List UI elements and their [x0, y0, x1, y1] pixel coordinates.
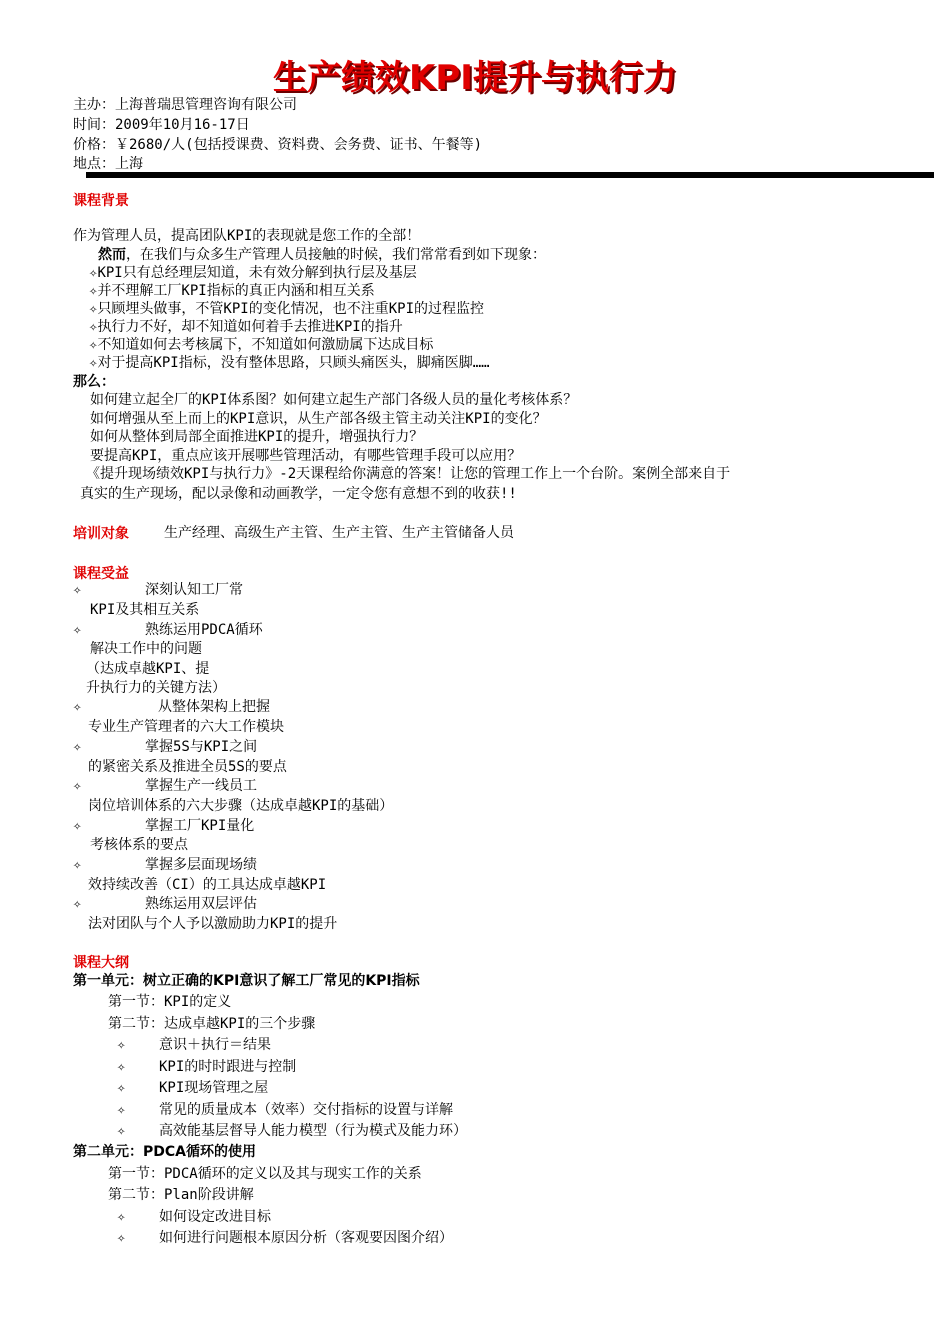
- diamond-bullet-icon: ✧: [73, 699, 82, 715]
- symptom-text: 执行力不好，却不知道如何着手去推进KPI的指升: [97, 319, 403, 335]
- benefit-cont: （达成卓越KPI、提: [86, 661, 210, 677]
- audience-text: 生产经理、高级生产主管、生产主管、生产主管储备人员: [164, 525, 514, 541]
- background-heading: 课程背景: [73, 193, 129, 209]
- diamond-bullet-icon: ✧: [73, 857, 82, 873]
- benefit-cont: 的紧密关系及推进全员5S的要点: [88, 759, 287, 775]
- benefit-cont: 效持续改善（CI）的工具达成卓越KPI: [88, 877, 327, 893]
- background-intro: 作为管理人员，提高团队KPI的表现就是您工作的全部！: [73, 228, 421, 244]
- unit2-section1: 第一节：PDCA循环的定义以及其与现实工作的关系: [108, 1166, 422, 1182]
- benefit-cont: 专业生产管理者的六大工作模块: [88, 719, 284, 735]
- diamond-bullet-icon: ✧: [117, 1209, 126, 1225]
- diamond-bullet-icon: ✧: [117, 1037, 126, 1053]
- diamond-bullet-icon: ✧: [89, 301, 98, 317]
- symptom-text: 并不理解工厂KPI指标的真正内涵和相互关系: [97, 283, 375, 299]
- diamond-bullet-icon: ✧: [117, 1230, 126, 1246]
- benefit-cont: 解决工作中的问题: [90, 641, 202, 657]
- diamond-bullet-icon: ✧: [73, 582, 82, 598]
- unit2-section2: 第二节：Plan阶段讲解: [108, 1187, 254, 1203]
- outline-heading: 课程大纲: [73, 955, 129, 971]
- closing-line-1: 《提升现场绩效KPI与执行力》-2天课程给你满意的答案！让您的管理工作上一个台阶。案例全部来自于: [86, 466, 731, 482]
- benefits-heading: 课程受益: [73, 566, 129, 582]
- outline-point: 如何设定改进目标: [159, 1209, 271, 1225]
- unit1-title: 第一单元：树立正确的KPI意识了解工厂常见的KPI指标: [73, 973, 420, 989]
- audience-heading: 培训对象: [73, 526, 129, 542]
- symptom-item: [89, 264, 417, 282]
- closing-line-2: 真实的生产现场，配以录像和动画教学，一定令您有意想不到的收获!!: [80, 486, 517, 502]
- host-line: 主办：上海普瑞思管理咨询有限公司: [73, 97, 297, 113]
- benefit-lead: 掌握5S与KPI之间: [145, 739, 258, 755]
- diamond-bullet-icon: ✧: [117, 1123, 126, 1139]
- question-item: 要提高KPI，重点应该开展哪些管理活动，有哪些管理手段可以应用？: [90, 448, 522, 464]
- page-title: 生产绩效KPI提升与执行力: [273, 58, 677, 98]
- symptom-text: 对于提高KPI指标，没有整体思路，只顾头痛医头，脚痛医脚……: [97, 355, 490, 371]
- benefit-cont: 岗位培训体系的六大步骤（达成卓越KPI的基础）: [88, 798, 394, 814]
- question-item: 如何建立起全厂的KPI体系图？如何建立起生产部门各级人员的量化考核体系？: [90, 392, 578, 408]
- symptom-item: [89, 336, 433, 354]
- question-item: 如何从整体到局部全面推进KPI的提升，增强执行力？: [90, 429, 424, 445]
- location-line: 地点：上海: [73, 156, 143, 172]
- outline-point: 高效能基层督导人能力模型（行为模式及能力环）: [159, 1123, 467, 1139]
- diamond-bullet-icon: ✧: [117, 1102, 126, 1118]
- symptom-text: 只顾埋头做事，不管KPI的变化情况，也不注重KPI的过程监控: [97, 301, 485, 317]
- outline-point: 如何进行问题根本原因分析（客观要因图介绍）: [159, 1230, 453, 1246]
- time-line: 时间：2009年10月16-17日: [73, 117, 250, 133]
- diamond-bullet-icon: ✧: [117, 1059, 126, 1075]
- diamond-bullet-icon: ✧: [73, 896, 82, 912]
- question-item: 如何增强从至上而上的KPI意识，从生产部各级主管主动关注KPI的变化？: [90, 411, 547, 427]
- diamond-bullet-icon: ✧: [89, 265, 98, 281]
- however-bold: 然而: [98, 247, 126, 263]
- benefit-lead: 熟练运用双层评估: [145, 896, 257, 912]
- diamond-bullet-icon: ✧: [73, 622, 82, 638]
- benefit-cont: 升执行力的关键方法）: [86, 680, 226, 696]
- diamond-bullet-icon: ✧: [73, 818, 82, 834]
- unit2-title: 第二单元：PDCA循环的使用: [73, 1144, 256, 1160]
- header-divider: [86, 172, 934, 178]
- symptom-item: [89, 354, 490, 372]
- benefit-cont: 考核体系的要点: [90, 837, 188, 853]
- benefit-lead: 掌握多层面现场绩: [145, 857, 257, 873]
- symptom-text: 不知道如何去考核属下，不知道如何激励属下达成目标: [97, 337, 434, 353]
- diamond-bullet-icon: ✧: [89, 337, 98, 353]
- symptom-item: [89, 300, 484, 318]
- symptom-text: KPI只有总经理层知道，未有效分解到执行层及基层: [97, 265, 417, 281]
- outline-point: KPI的时时跟进与控制: [159, 1059, 297, 1075]
- unit1-section2: 第二节：达成卓越KPI的三个步骤: [108, 1016, 316, 1032]
- benefit-cont: 法对团队与个人予以激励助力KPI的提升: [88, 916, 338, 932]
- benefit-lead: 熟练运用PDCA循环: [145, 622, 263, 638]
- benefit-lead: 掌握工厂KPI量化: [145, 818, 255, 834]
- price-line: 价格：￥2680/人(包括授课费、资料费、会务费、证书、午餐等): [73, 137, 482, 153]
- background-however: [98, 246, 546, 264]
- however-rest: ，在我们与众多生产管理人员接触的时候，我们常常看到如下现象：: [126, 247, 546, 263]
- outline-point: KPI现场管理之屋: [159, 1080, 269, 1096]
- so-label: 那么：: [73, 374, 115, 390]
- unit1-section1: 第一节：KPI的定义: [108, 994, 232, 1010]
- diamond-bullet-icon: ✧: [89, 355, 98, 371]
- diamond-bullet-icon: ✧: [73, 778, 82, 794]
- outline-point: 常见的质量成本（效率）交付指标的设置与详解: [159, 1102, 453, 1118]
- benefit-lead: 深刻认知工厂常: [145, 582, 243, 598]
- symptom-item: [89, 318, 403, 336]
- benefit-lead: 从整体架构上把握: [158, 699, 270, 715]
- benefit-lead: 掌握生产一线员工: [145, 778, 257, 794]
- benefit-cont: KPI及其相互关系: [90, 602, 200, 618]
- diamond-bullet-icon: ✧: [117, 1080, 126, 1096]
- diamond-bullet-icon: ✧: [73, 739, 82, 755]
- outline-point: 意识＋执行＝结果: [159, 1037, 271, 1053]
- symptom-item: [89, 282, 375, 300]
- diamond-bullet-icon: ✧: [89, 283, 98, 299]
- diamond-bullet-icon: ✧: [89, 319, 98, 335]
